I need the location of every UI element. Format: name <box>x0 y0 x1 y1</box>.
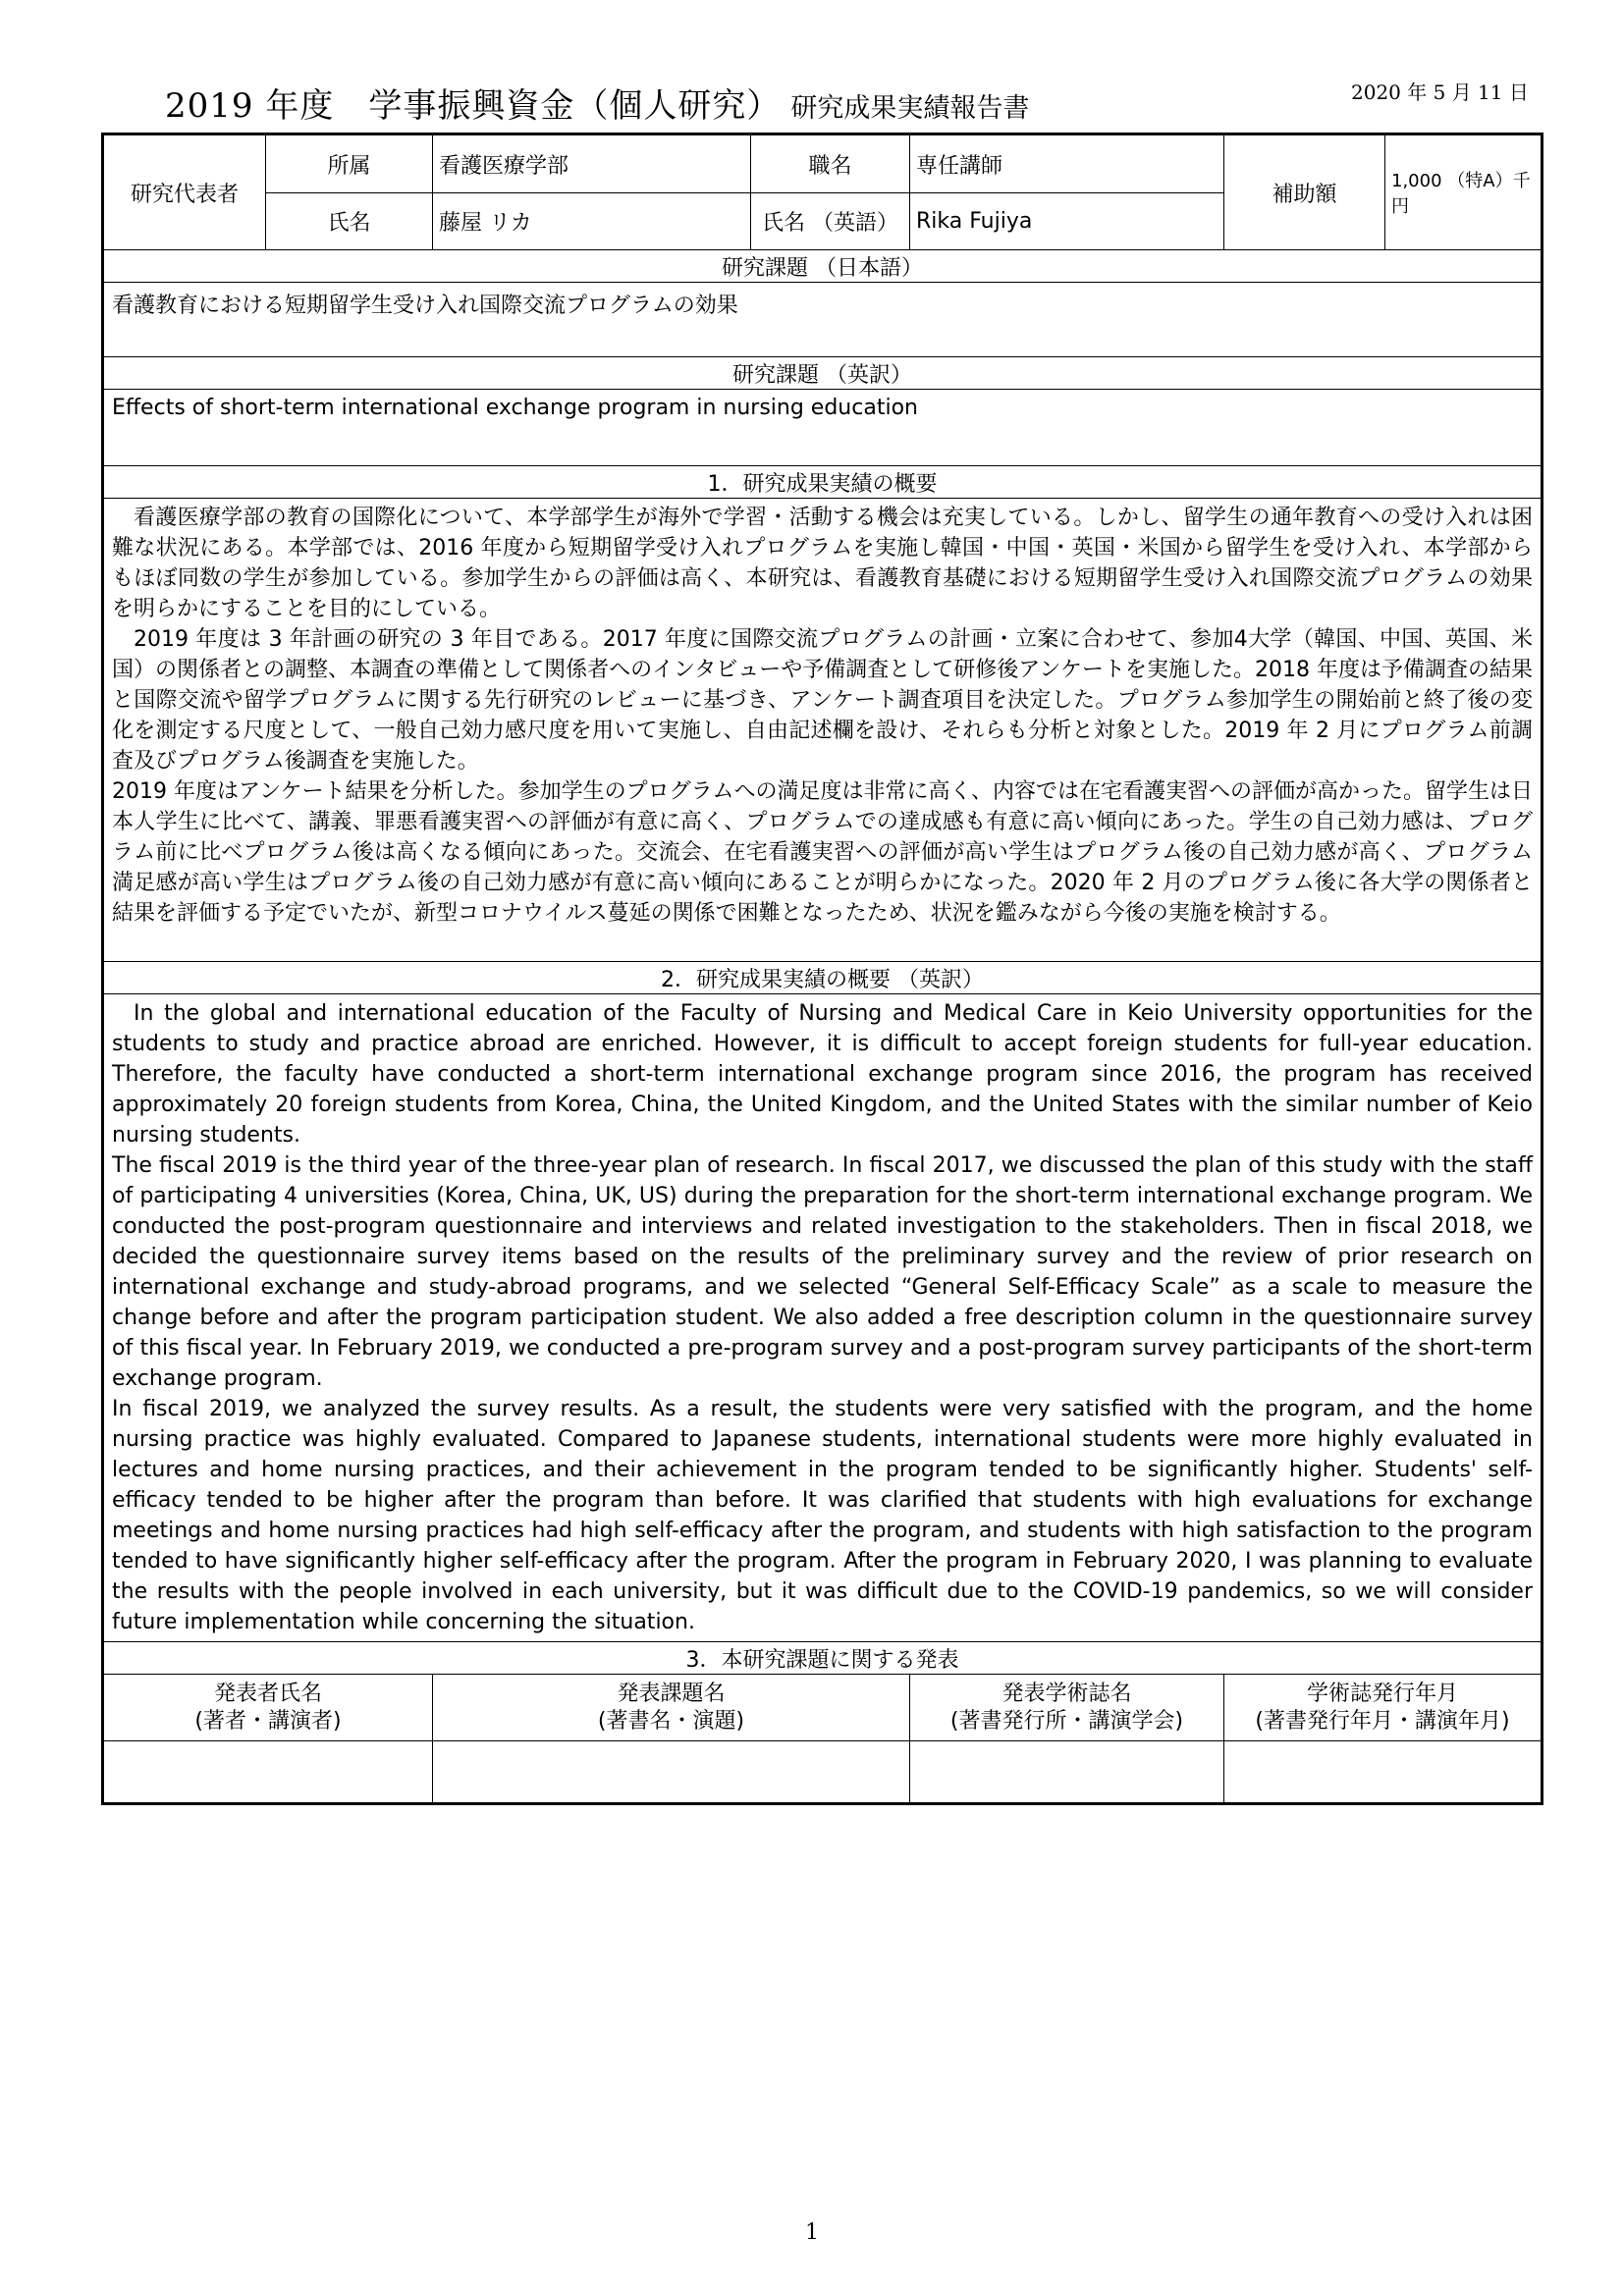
grant-label: 補助額 <box>1224 134 1385 250</box>
topic-en-row <box>103 390 1543 466</box>
pub-col-journal <box>910 1675 1224 1741</box>
pub-col-author <box>103 1675 433 1741</box>
summary-ja-heading-row <box>103 466 1543 499</box>
pub-cell-author <box>103 1741 433 1804</box>
representative-label: 研究代表者 <box>103 134 266 250</box>
pub-cell-title <box>433 1741 910 1804</box>
summary-ja-row <box>103 499 1543 962</box>
summary-en-paragraph: In fiscal 2019, we analyzed the survey results. As a result, the students were very satisfied with the program, and the home nursing practice was highly evaluated. Compared to Japanese students, international students were more highly evaluated in lectures and home nursing practices, and their achievement in the program tended to be significantly higher. Students' self-efficacy tended to be higher after the program than before. It was clarified that students with high evaluations for exchange meetings and home nursing practices had high self-efficacy after the program, and students with high satisfaction to the program tended to have significantly higher self-efficacy after the program. After the program in February 2020, I was planning to evaluate the results with the people involved in each university, but it was difficult due to the COVID-19 pandemics, so we will consider future implementation while concerning the situation. <box>112 1397 1533 1634</box>
page-number: 1 <box>805 2220 819 2245</box>
topic-en-heading: 研究課題 （英訳） <box>103 357 1543 390</box>
topic-ja-heading: 研究課題 （日本語） <box>103 250 1543 283</box>
topic-ja-heading-row <box>103 250 1543 283</box>
name-value: 藤屋 リカ <box>433 193 751 250</box>
pub-col-date-line1: 学術誌発行年月 <box>1306 1681 1458 1706</box>
publications-heading: 3．本研究課題に関する発表 <box>103 1642 1543 1675</box>
report-form <box>101 133 1543 1805</box>
pub-col-title <box>433 1675 910 1741</box>
info-row-1 <box>103 134 1543 193</box>
position-value: 専任講師 <box>910 134 1224 193</box>
publications-header-row <box>103 1675 1543 1741</box>
page-title <box>165 79 1029 127</box>
title-sub: 研究成果実績報告書 <box>790 93 1030 124</box>
summary-en-heading-row <box>103 962 1543 994</box>
pub-col-title-line2: (著書名・演題) <box>597 1708 745 1734</box>
summary-en-body <box>103 994 1543 1642</box>
grant-value: 1,000 （特A）千円 <box>1385 134 1543 250</box>
pub-col-date-line2: (著書発行年月・講演年月) <box>1255 1708 1510 1734</box>
title-main: 2019 年度 学事振興資金（個人研究） <box>165 86 782 126</box>
pub-col-journal-line1: 発表学術誌名 <box>1001 1681 1132 1706</box>
summary-en-paragraph: The fiscal 2019 is the third year of the three-year plan of research. In fiscal 2017, we discussed the plan of this study with the staff of participating 4 universities (Korea, China, UK, US) during the preparation for the short-term international exchange program. We conducted the post-program questionnaire and interviews and related investigation to the stakeholders. Then in fiscal 2018, we decided the questionnaire survey items based on the results of the preliminary survey and the review of prior research on international exchange and study-abroad programs, and we selected “General Self-Efficacy Scale” as a scale to measure the change before and after the program participation student. We also added a free description column in the questionnaire survey of this fiscal year. In February 2019, we conducted a pre-program survey and a post-program survey participants of the short-term exchange program. <box>112 1153 1533 1391</box>
name-en-value: Rika Fujiya <box>910 193 1224 250</box>
pub-col-author-line2: (著者・講演者) <box>194 1708 342 1734</box>
topic-en-text: Effects of short-term international exchange program in nursing education <box>103 390 1543 466</box>
affiliation-value: 看護医療学部 <box>433 134 751 193</box>
summary-ja-paragraph: 看護医療学部の教育の国際化について、本学部学生が海外で学習・活動する機会は充実している。しかし、留学生の通年教育への受け入れは困難な状況にある。本学部では、2016 年度から短期留学受け入れプログラムを実施し韓国・中国・英国・米国から留学生を受け入れ、本学部からもほぼ同数の学生が参加している。参加学生からの評価は高く、本研究は、看護教育基礎における短期留学生受け入れ国際交流プログラムの効果を明らかにすることを目的にしている。 <box>112 506 1534 621</box>
summary-en-heading: 2．研究成果実績の概要 （英訳） <box>103 962 1543 994</box>
pub-cell-journal <box>910 1741 1224 1804</box>
topic-en-heading-row <box>103 357 1543 390</box>
topic-ja-row <box>103 283 1543 357</box>
name-label: 氏名 <box>266 193 433 250</box>
summary-ja-paragraph: 2019 年度はアンケート結果を分析した。参加学生のプログラムへの満足度は非常に高く、内容では在宅看護実習への評価が高かった。留学生は日本人学生に比べて、講義、罪悪看護実習への評価が有意に高く、プログラムでの達成感も有意に高い傾向にあった。学生の自己効力感は、プログラム前に比べプログラム後は高くなる傾向にあった。交流会、在宅看護実習への評価が高い学生はプログラム後の自己効力感が高く、プログラム満足感が高い学生はプログラム後の自己効力感が有意に高い傾向にあることが明らかになった。2020 年 2 月のプログラム後に各大学の関係者と結果を評価する予定でいたが、新型コロナウイルス蔓延の関係で困難となったため、状況を鑑みながら今後の実施を検討する。 <box>112 779 1534 926</box>
topic-ja-text: 看護教育における短期留学生受け入れ国際交流プログラムの効果 <box>103 283 1543 357</box>
report-date: 2020 年 5 月 11 日 <box>1351 80 1529 104</box>
pub-col-date <box>1224 1675 1543 1741</box>
summary-ja-body <box>103 499 1543 962</box>
pub-cell-date <box>1224 1741 1543 1804</box>
pub-col-journal-line2: (著書発行所・講演学会) <box>949 1708 1184 1734</box>
affiliation-label: 所属 <box>266 134 433 193</box>
name-en-label: 氏名 （英語） <box>751 193 910 250</box>
publications-empty-row <box>103 1741 1543 1804</box>
pub-col-title-line1: 発表課題名 <box>617 1681 726 1706</box>
summary-en-paragraph: In the global and international education of the Faculty of Nursing and Medical Care in Keio University opportunities for the students to study and practice abroad are enriched. However, it is difficult to accept foreign students for full-year education. Therefore, the faculty have conducted a short-term international exchange program since 2016, the program has received approximately 20 foreign students from Korea, China, the United Kingdom, and the United States with the similar number of Keio nursing students. <box>112 1001 1533 1148</box>
position-label: 職名 <box>751 134 910 193</box>
summary-en-row <box>103 994 1543 1642</box>
summary-ja-heading: 1．研究成果実績の概要 <box>103 466 1543 499</box>
summary-ja-paragraph: 2019 年度は 3 年計画の研究の 3 年目である。2017 年度に国際交流プログラムの計画・立案に合わせて、参加4大学（韓国、中国、英国、米国）の関係者との調整、本調査の準備として関係者へのインタビューや予備調査として研修後アンケートを実施した。2018 年度は予備調査の結果と国際交流や留学プログラムに関する先行研究のレビューに基づき、アンケート調査項目を決定した。プログラム参加学生の開始前と終了後の変化を測定する尺度として、一般自己効力感尺度を用いて実施し、自由記述欄を設け、それらも分析と対象とした。2019 年 2 月にプログラム前調査及びプログラム後調査を実施した。 <box>112 627 1533 774</box>
pub-col-author-line1: 発表者氏名 <box>213 1681 322 1706</box>
publications-heading-row <box>103 1642 1543 1675</box>
